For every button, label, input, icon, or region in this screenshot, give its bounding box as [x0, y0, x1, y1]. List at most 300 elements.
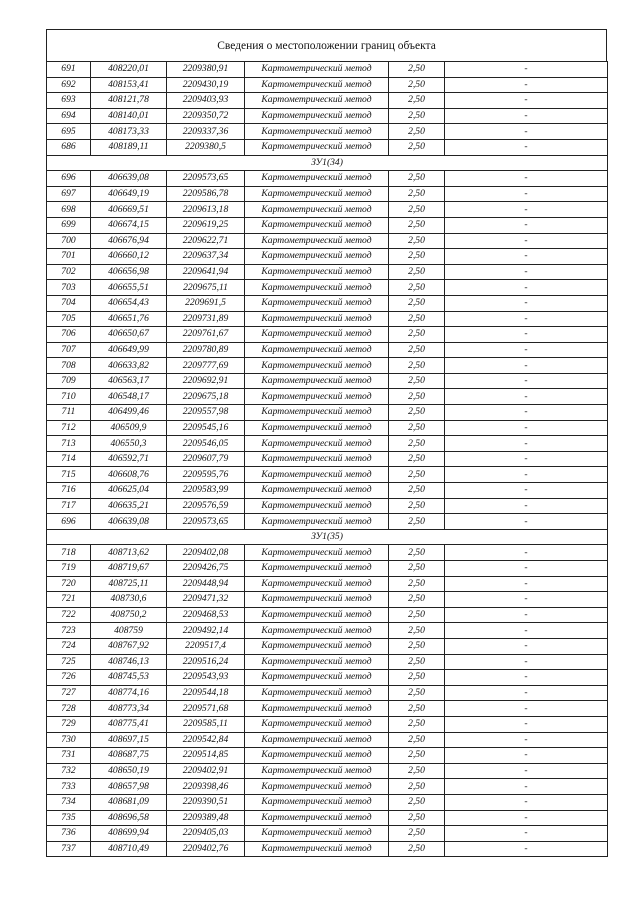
- accuracy-cell: 2,50: [389, 405, 445, 421]
- description-cell: -: [445, 514, 608, 530]
- x-coordinate-cell: 408750,2: [91, 607, 167, 623]
- y-coordinate-cell: 2209619,25: [167, 217, 245, 233]
- x-coordinate-cell: 408710,49: [91, 841, 167, 857]
- table-row: [47, 171, 608, 187]
- x-coordinate-cell: 408140,01: [91, 108, 167, 124]
- accuracy-cell: 2,50: [389, 217, 445, 233]
- accuracy-cell: 2,50: [389, 841, 445, 857]
- method-cell: Картометрический метод: [245, 638, 389, 654]
- table-row: [47, 592, 608, 608]
- table-row: [47, 685, 608, 701]
- point-number-cell: 722: [47, 607, 91, 623]
- y-coordinate-cell: 2209586,78: [167, 186, 245, 202]
- section-label: ЗУ1(35): [47, 529, 608, 545]
- method-cell: Картометрический метод: [245, 826, 389, 842]
- accuracy-cell: 2,50: [389, 794, 445, 810]
- table-row: [47, 311, 608, 327]
- table-row: [47, 405, 608, 421]
- x-coordinate-cell: 408657,98: [91, 779, 167, 795]
- accuracy-cell: 2,50: [389, 545, 445, 561]
- method-cell: Картометрический метод: [245, 685, 389, 701]
- accuracy-cell: 2,50: [389, 779, 445, 795]
- description-cell: -: [445, 716, 608, 732]
- description-cell: -: [445, 607, 608, 623]
- y-coordinate-cell: 2209402,08: [167, 545, 245, 561]
- x-coordinate-cell: 406635,21: [91, 498, 167, 514]
- y-coordinate-cell: 2209595,76: [167, 467, 245, 483]
- accuracy-cell: 2,50: [389, 311, 445, 327]
- method-cell: Картометрический метод: [245, 748, 389, 764]
- accuracy-cell: 2,50: [389, 389, 445, 405]
- point-number-cell: 700: [47, 233, 91, 249]
- y-coordinate-cell: 2209402,91: [167, 763, 245, 779]
- description-cell: -: [445, 592, 608, 608]
- x-coordinate-cell: 406674,15: [91, 217, 167, 233]
- description-cell: -: [445, 202, 608, 218]
- description-cell: -: [445, 576, 608, 592]
- table-row: [47, 826, 608, 842]
- description-cell: -: [445, 483, 608, 499]
- x-coordinate-cell: 408121,78: [91, 93, 167, 109]
- description-cell: -: [445, 841, 608, 857]
- description-cell: -: [445, 561, 608, 577]
- table-row: [47, 217, 608, 233]
- description-cell: -: [445, 498, 608, 514]
- y-coordinate-cell: 2209545,16: [167, 420, 245, 436]
- point-number-cell: 730: [47, 732, 91, 748]
- point-number-cell: 691: [47, 62, 91, 78]
- description-cell: -: [445, 451, 608, 467]
- accuracy-cell: 2,50: [389, 810, 445, 826]
- point-number-cell: 697: [47, 186, 91, 202]
- x-coordinate-cell: 408697,15: [91, 732, 167, 748]
- accuracy-cell: 2,50: [389, 748, 445, 764]
- accuracy-cell: 2,50: [389, 264, 445, 280]
- table-row: [47, 748, 608, 764]
- y-coordinate-cell: 2209780,89: [167, 342, 245, 358]
- method-cell: Картометрический метод: [245, 654, 389, 670]
- point-number-cell: 734: [47, 794, 91, 810]
- y-coordinate-cell: 2209573,65: [167, 171, 245, 187]
- x-coordinate-cell: 408746,13: [91, 654, 167, 670]
- accuracy-cell: 2,50: [389, 654, 445, 670]
- accuracy-cell: 2,50: [389, 701, 445, 717]
- table-row: [47, 607, 608, 623]
- accuracy-cell: 2,50: [389, 295, 445, 311]
- point-number-cell: 696: [47, 514, 91, 530]
- x-coordinate-cell: 406608,76: [91, 467, 167, 483]
- table-row: [47, 701, 608, 717]
- accuracy-cell: 2,50: [389, 732, 445, 748]
- x-coordinate-cell: 406649,19: [91, 186, 167, 202]
- method-cell: Картометрический метод: [245, 841, 389, 857]
- method-cell: Картометрический метод: [245, 420, 389, 436]
- description-cell: -: [445, 342, 608, 358]
- y-coordinate-cell: 2209516,24: [167, 654, 245, 670]
- y-coordinate-cell: 2209622,71: [167, 233, 245, 249]
- x-coordinate-cell: 406639,08: [91, 171, 167, 187]
- x-coordinate-cell: 406669,51: [91, 202, 167, 218]
- y-coordinate-cell: 2209350,72: [167, 108, 245, 124]
- description-cell: -: [445, 545, 608, 561]
- y-coordinate-cell: 2209583,99: [167, 483, 245, 499]
- method-cell: Картометрический метод: [245, 451, 389, 467]
- point-number-cell: 708: [47, 358, 91, 374]
- y-coordinate-cell: 2209613,18: [167, 202, 245, 218]
- method-cell: Картометрический метод: [245, 592, 389, 608]
- point-number-cell: 720: [47, 576, 91, 592]
- method-cell: Картометрический метод: [245, 794, 389, 810]
- point-number-cell: 694: [47, 108, 91, 124]
- method-cell: Картометрический метод: [245, 405, 389, 421]
- x-coordinate-cell: 406548,17: [91, 389, 167, 405]
- x-coordinate-cell: 408725,11: [91, 576, 167, 592]
- accuracy-cell: 2,50: [389, 373, 445, 389]
- description-cell: -: [445, 779, 608, 795]
- description-cell: -: [445, 280, 608, 296]
- description-cell: -: [445, 171, 608, 187]
- x-coordinate-cell: 408775,41: [91, 716, 167, 732]
- description-cell: -: [445, 233, 608, 249]
- table-row: [47, 545, 608, 561]
- y-coordinate-cell: 2209573,65: [167, 514, 245, 530]
- y-coordinate-cell: 2209542,84: [167, 732, 245, 748]
- x-coordinate-cell: 408220,01: [91, 62, 167, 78]
- y-coordinate-cell: 2209607,79: [167, 451, 245, 467]
- x-coordinate-cell: 406499,46: [91, 405, 167, 421]
- accuracy-cell: 2,50: [389, 62, 445, 78]
- point-number-cell: 735: [47, 810, 91, 826]
- x-coordinate-cell: 408153,41: [91, 77, 167, 93]
- section-label: ЗУ1(34): [47, 155, 608, 171]
- point-number-cell: 724: [47, 638, 91, 654]
- x-coordinate-cell: 408681,09: [91, 794, 167, 810]
- table-row: [47, 561, 608, 577]
- y-coordinate-cell: 2209675,11: [167, 280, 245, 296]
- table-row: [47, 389, 608, 405]
- description-cell: -: [445, 670, 608, 686]
- table-row: [47, 342, 608, 358]
- y-coordinate-cell: 2209448,94: [167, 576, 245, 592]
- table-row: [47, 108, 608, 124]
- accuracy-cell: 2,50: [389, 826, 445, 842]
- x-coordinate-cell: 408650,19: [91, 763, 167, 779]
- table-row: [47, 623, 608, 639]
- point-number-cell: 728: [47, 701, 91, 717]
- point-number-cell: 721: [47, 592, 91, 608]
- table-row: [47, 202, 608, 218]
- table-row: [47, 358, 608, 374]
- table-row: [47, 576, 608, 592]
- y-coordinate-cell: 2209430,19: [167, 77, 245, 93]
- table-row: [47, 124, 608, 140]
- x-coordinate-cell: 406509,9: [91, 420, 167, 436]
- x-coordinate-cell: 406649,99: [91, 342, 167, 358]
- point-number-cell: 725: [47, 654, 91, 670]
- table-row: [47, 498, 608, 514]
- point-number-cell: 705: [47, 311, 91, 327]
- accuracy-cell: 2,50: [389, 451, 445, 467]
- method-cell: Картометрический метод: [245, 295, 389, 311]
- y-coordinate-cell: 2209492,14: [167, 623, 245, 639]
- method-cell: Картометрический метод: [245, 186, 389, 202]
- y-coordinate-cell: 2209546,05: [167, 436, 245, 452]
- y-coordinate-cell: 2209585,11: [167, 716, 245, 732]
- x-coordinate-cell: 406625,04: [91, 483, 167, 499]
- accuracy-cell: 2,50: [389, 685, 445, 701]
- x-coordinate-cell: 408173,33: [91, 124, 167, 140]
- point-number-cell: 733: [47, 779, 91, 795]
- method-cell: Картометрический метод: [245, 139, 389, 155]
- description-cell: -: [445, 420, 608, 436]
- accuracy-cell: 2,50: [389, 186, 445, 202]
- description-cell: -: [445, 654, 608, 670]
- point-number-cell: 718: [47, 545, 91, 561]
- method-cell: Картометрический метод: [245, 389, 389, 405]
- description-cell: -: [445, 467, 608, 483]
- point-number-cell: 726: [47, 670, 91, 686]
- x-coordinate-cell: 408713,62: [91, 545, 167, 561]
- y-coordinate-cell: 2209691,5: [167, 295, 245, 311]
- description-cell: -: [445, 77, 608, 93]
- point-number-cell: 706: [47, 327, 91, 343]
- x-coordinate-cell: 408696,58: [91, 810, 167, 826]
- y-coordinate-cell: 2209675,18: [167, 389, 245, 405]
- table-row: [47, 716, 608, 732]
- accuracy-cell: 2,50: [389, 763, 445, 779]
- y-coordinate-cell: 2209514,85: [167, 748, 245, 764]
- x-coordinate-cell: 408759: [91, 623, 167, 639]
- method-cell: Картометрический метод: [245, 732, 389, 748]
- x-coordinate-cell: 406676,94: [91, 233, 167, 249]
- point-number-cell: 704: [47, 295, 91, 311]
- point-number-cell: 723: [47, 623, 91, 639]
- table-row: [47, 139, 608, 155]
- method-cell: Картометрический метод: [245, 124, 389, 140]
- page-title: Сведения о местоположении границ объекта: [46, 29, 607, 61]
- accuracy-cell: 2,50: [389, 139, 445, 155]
- y-coordinate-cell: 2209543,93: [167, 670, 245, 686]
- x-coordinate-cell: 406550,3: [91, 436, 167, 452]
- point-number-cell: 727: [47, 685, 91, 701]
- x-coordinate-cell: 408719,67: [91, 561, 167, 577]
- method-cell: Картометрический метод: [245, 233, 389, 249]
- description-cell: -: [445, 311, 608, 327]
- point-number-cell: 692: [47, 77, 91, 93]
- accuracy-cell: 2,50: [389, 576, 445, 592]
- x-coordinate-cell: 408687,75: [91, 748, 167, 764]
- description-cell: -: [445, 763, 608, 779]
- y-coordinate-cell: 2209380,5: [167, 139, 245, 155]
- y-coordinate-cell: 2209557,98: [167, 405, 245, 421]
- point-number-cell: 698: [47, 202, 91, 218]
- point-number-cell: 703: [47, 280, 91, 296]
- y-coordinate-cell: 2209405,03: [167, 826, 245, 842]
- accuracy-cell: 2,50: [389, 638, 445, 654]
- x-coordinate-cell: 406651,76: [91, 311, 167, 327]
- method-cell: Картометрический метод: [245, 171, 389, 187]
- description-cell: -: [445, 732, 608, 748]
- y-coordinate-cell: 2209471,32: [167, 592, 245, 608]
- method-cell: Картометрический метод: [245, 498, 389, 514]
- description-cell: -: [445, 826, 608, 842]
- accuracy-cell: 2,50: [389, 124, 445, 140]
- y-coordinate-cell: 2209468,53: [167, 607, 245, 623]
- table-row: [47, 186, 608, 202]
- table-row: [47, 420, 608, 436]
- accuracy-cell: 2,50: [389, 607, 445, 623]
- method-cell: Картометрический метод: [245, 342, 389, 358]
- y-coordinate-cell: 2209517,4: [167, 638, 245, 654]
- accuracy-cell: 2,50: [389, 561, 445, 577]
- accuracy-cell: 2,50: [389, 342, 445, 358]
- method-cell: Картометрический метод: [245, 763, 389, 779]
- method-cell: Картометрический метод: [245, 607, 389, 623]
- table-row: [47, 436, 608, 452]
- method-cell: Картометрический метод: [245, 779, 389, 795]
- point-number-cell: 701: [47, 249, 91, 265]
- y-coordinate-cell: 2209426,75: [167, 561, 245, 577]
- method-cell: Картометрический метод: [245, 108, 389, 124]
- point-number-cell: 714: [47, 451, 91, 467]
- x-coordinate-cell: 406650,67: [91, 327, 167, 343]
- description-cell: -: [445, 794, 608, 810]
- point-number-cell: 711: [47, 405, 91, 421]
- table-row: [47, 93, 608, 109]
- method-cell: Картометрический метод: [245, 202, 389, 218]
- table-row: [47, 249, 608, 265]
- point-number-cell: 710: [47, 389, 91, 405]
- y-coordinate-cell: 2209777,69: [167, 358, 245, 374]
- description-cell: -: [445, 405, 608, 421]
- accuracy-cell: 2,50: [389, 202, 445, 218]
- point-number-cell: 715: [47, 467, 91, 483]
- x-coordinate-cell: 408767,92: [91, 638, 167, 654]
- x-coordinate-cell: 406660,12: [91, 249, 167, 265]
- x-coordinate-cell: 406639,08: [91, 514, 167, 530]
- description-cell: -: [445, 93, 608, 109]
- description-cell: -: [445, 108, 608, 124]
- y-coordinate-cell: 2209576,59: [167, 498, 245, 514]
- description-cell: -: [445, 389, 608, 405]
- accuracy-cell: 2,50: [389, 108, 445, 124]
- x-coordinate-cell: 406655,51: [91, 280, 167, 296]
- y-coordinate-cell: 2209641,94: [167, 264, 245, 280]
- point-number-cell: 716: [47, 483, 91, 499]
- method-cell: Картометрический метод: [245, 264, 389, 280]
- point-number-cell: 707: [47, 342, 91, 358]
- method-cell: Картометрический метод: [245, 561, 389, 577]
- description-cell: -: [445, 139, 608, 155]
- y-coordinate-cell: 2209337,36: [167, 124, 245, 140]
- point-number-cell: 686: [47, 139, 91, 155]
- point-number-cell: 693: [47, 93, 91, 109]
- description-cell: -: [445, 373, 608, 389]
- description-cell: -: [445, 124, 608, 140]
- method-cell: Картометрический метод: [245, 483, 389, 499]
- description-cell: -: [445, 62, 608, 78]
- accuracy-cell: 2,50: [389, 358, 445, 374]
- x-coordinate-cell: 408189,11: [91, 139, 167, 155]
- method-cell: Картометрический метод: [245, 358, 389, 374]
- table-row: [47, 763, 608, 779]
- table-row: [47, 670, 608, 686]
- method-cell: Картометрический метод: [245, 545, 389, 561]
- section-row: [47, 529, 608, 545]
- table-row: [47, 280, 608, 296]
- description-cell: -: [445, 810, 608, 826]
- method-cell: Картометрический метод: [245, 77, 389, 93]
- point-number-cell: 719: [47, 561, 91, 577]
- point-number-cell: 732: [47, 763, 91, 779]
- accuracy-cell: 2,50: [389, 171, 445, 187]
- description-cell: -: [445, 264, 608, 280]
- table-row: [47, 841, 608, 857]
- method-cell: Картометрический метод: [245, 93, 389, 109]
- point-number-cell: 712: [47, 420, 91, 436]
- x-coordinate-cell: 408730,6: [91, 592, 167, 608]
- accuracy-cell: 2,50: [389, 467, 445, 483]
- x-coordinate-cell: 406654,43: [91, 295, 167, 311]
- method-cell: Картометрический метод: [245, 327, 389, 343]
- description-cell: -: [445, 701, 608, 717]
- accuracy-cell: 2,50: [389, 93, 445, 109]
- accuracy-cell: 2,50: [389, 623, 445, 639]
- table-row: [47, 810, 608, 826]
- method-cell: Картометрический метод: [245, 311, 389, 327]
- x-coordinate-cell: 408773,34: [91, 701, 167, 717]
- description-cell: -: [445, 217, 608, 233]
- table-row: [47, 467, 608, 483]
- description-cell: -: [445, 249, 608, 265]
- point-number-cell: 709: [47, 373, 91, 389]
- table-row: [47, 62, 608, 78]
- method-cell: Картометрический метод: [245, 217, 389, 233]
- accuracy-cell: 2,50: [389, 77, 445, 93]
- y-coordinate-cell: 2209402,76: [167, 841, 245, 857]
- table-row: [47, 264, 608, 280]
- point-number-cell: 717: [47, 498, 91, 514]
- accuracy-cell: 2,50: [389, 514, 445, 530]
- point-number-cell: 736: [47, 826, 91, 842]
- accuracy-cell: 2,50: [389, 327, 445, 343]
- description-cell: -: [445, 748, 608, 764]
- x-coordinate-cell: 406656,98: [91, 264, 167, 280]
- point-number-cell: 713: [47, 436, 91, 452]
- coordinates-sheet: [46, 29, 607, 857]
- table-row: [47, 732, 608, 748]
- y-coordinate-cell: 2209692,91: [167, 373, 245, 389]
- accuracy-cell: 2,50: [389, 420, 445, 436]
- description-cell: -: [445, 638, 608, 654]
- accuracy-cell: 2,50: [389, 716, 445, 732]
- y-coordinate-cell: 2209544,18: [167, 685, 245, 701]
- y-coordinate-cell: 2209761,67: [167, 327, 245, 343]
- method-cell: Картометрический метод: [245, 701, 389, 717]
- x-coordinate-cell: 406563,17: [91, 373, 167, 389]
- table-row: [47, 654, 608, 670]
- table-row: [47, 373, 608, 389]
- y-coordinate-cell: 2209571,68: [167, 701, 245, 717]
- x-coordinate-cell: 408774,16: [91, 685, 167, 701]
- point-number-cell: 731: [47, 748, 91, 764]
- x-coordinate-cell: 406633,82: [91, 358, 167, 374]
- accuracy-cell: 2,50: [389, 436, 445, 452]
- accuracy-cell: 2,50: [389, 670, 445, 686]
- description-cell: -: [445, 358, 608, 374]
- method-cell: Картометрический метод: [245, 62, 389, 78]
- y-coordinate-cell: 2209637,34: [167, 249, 245, 265]
